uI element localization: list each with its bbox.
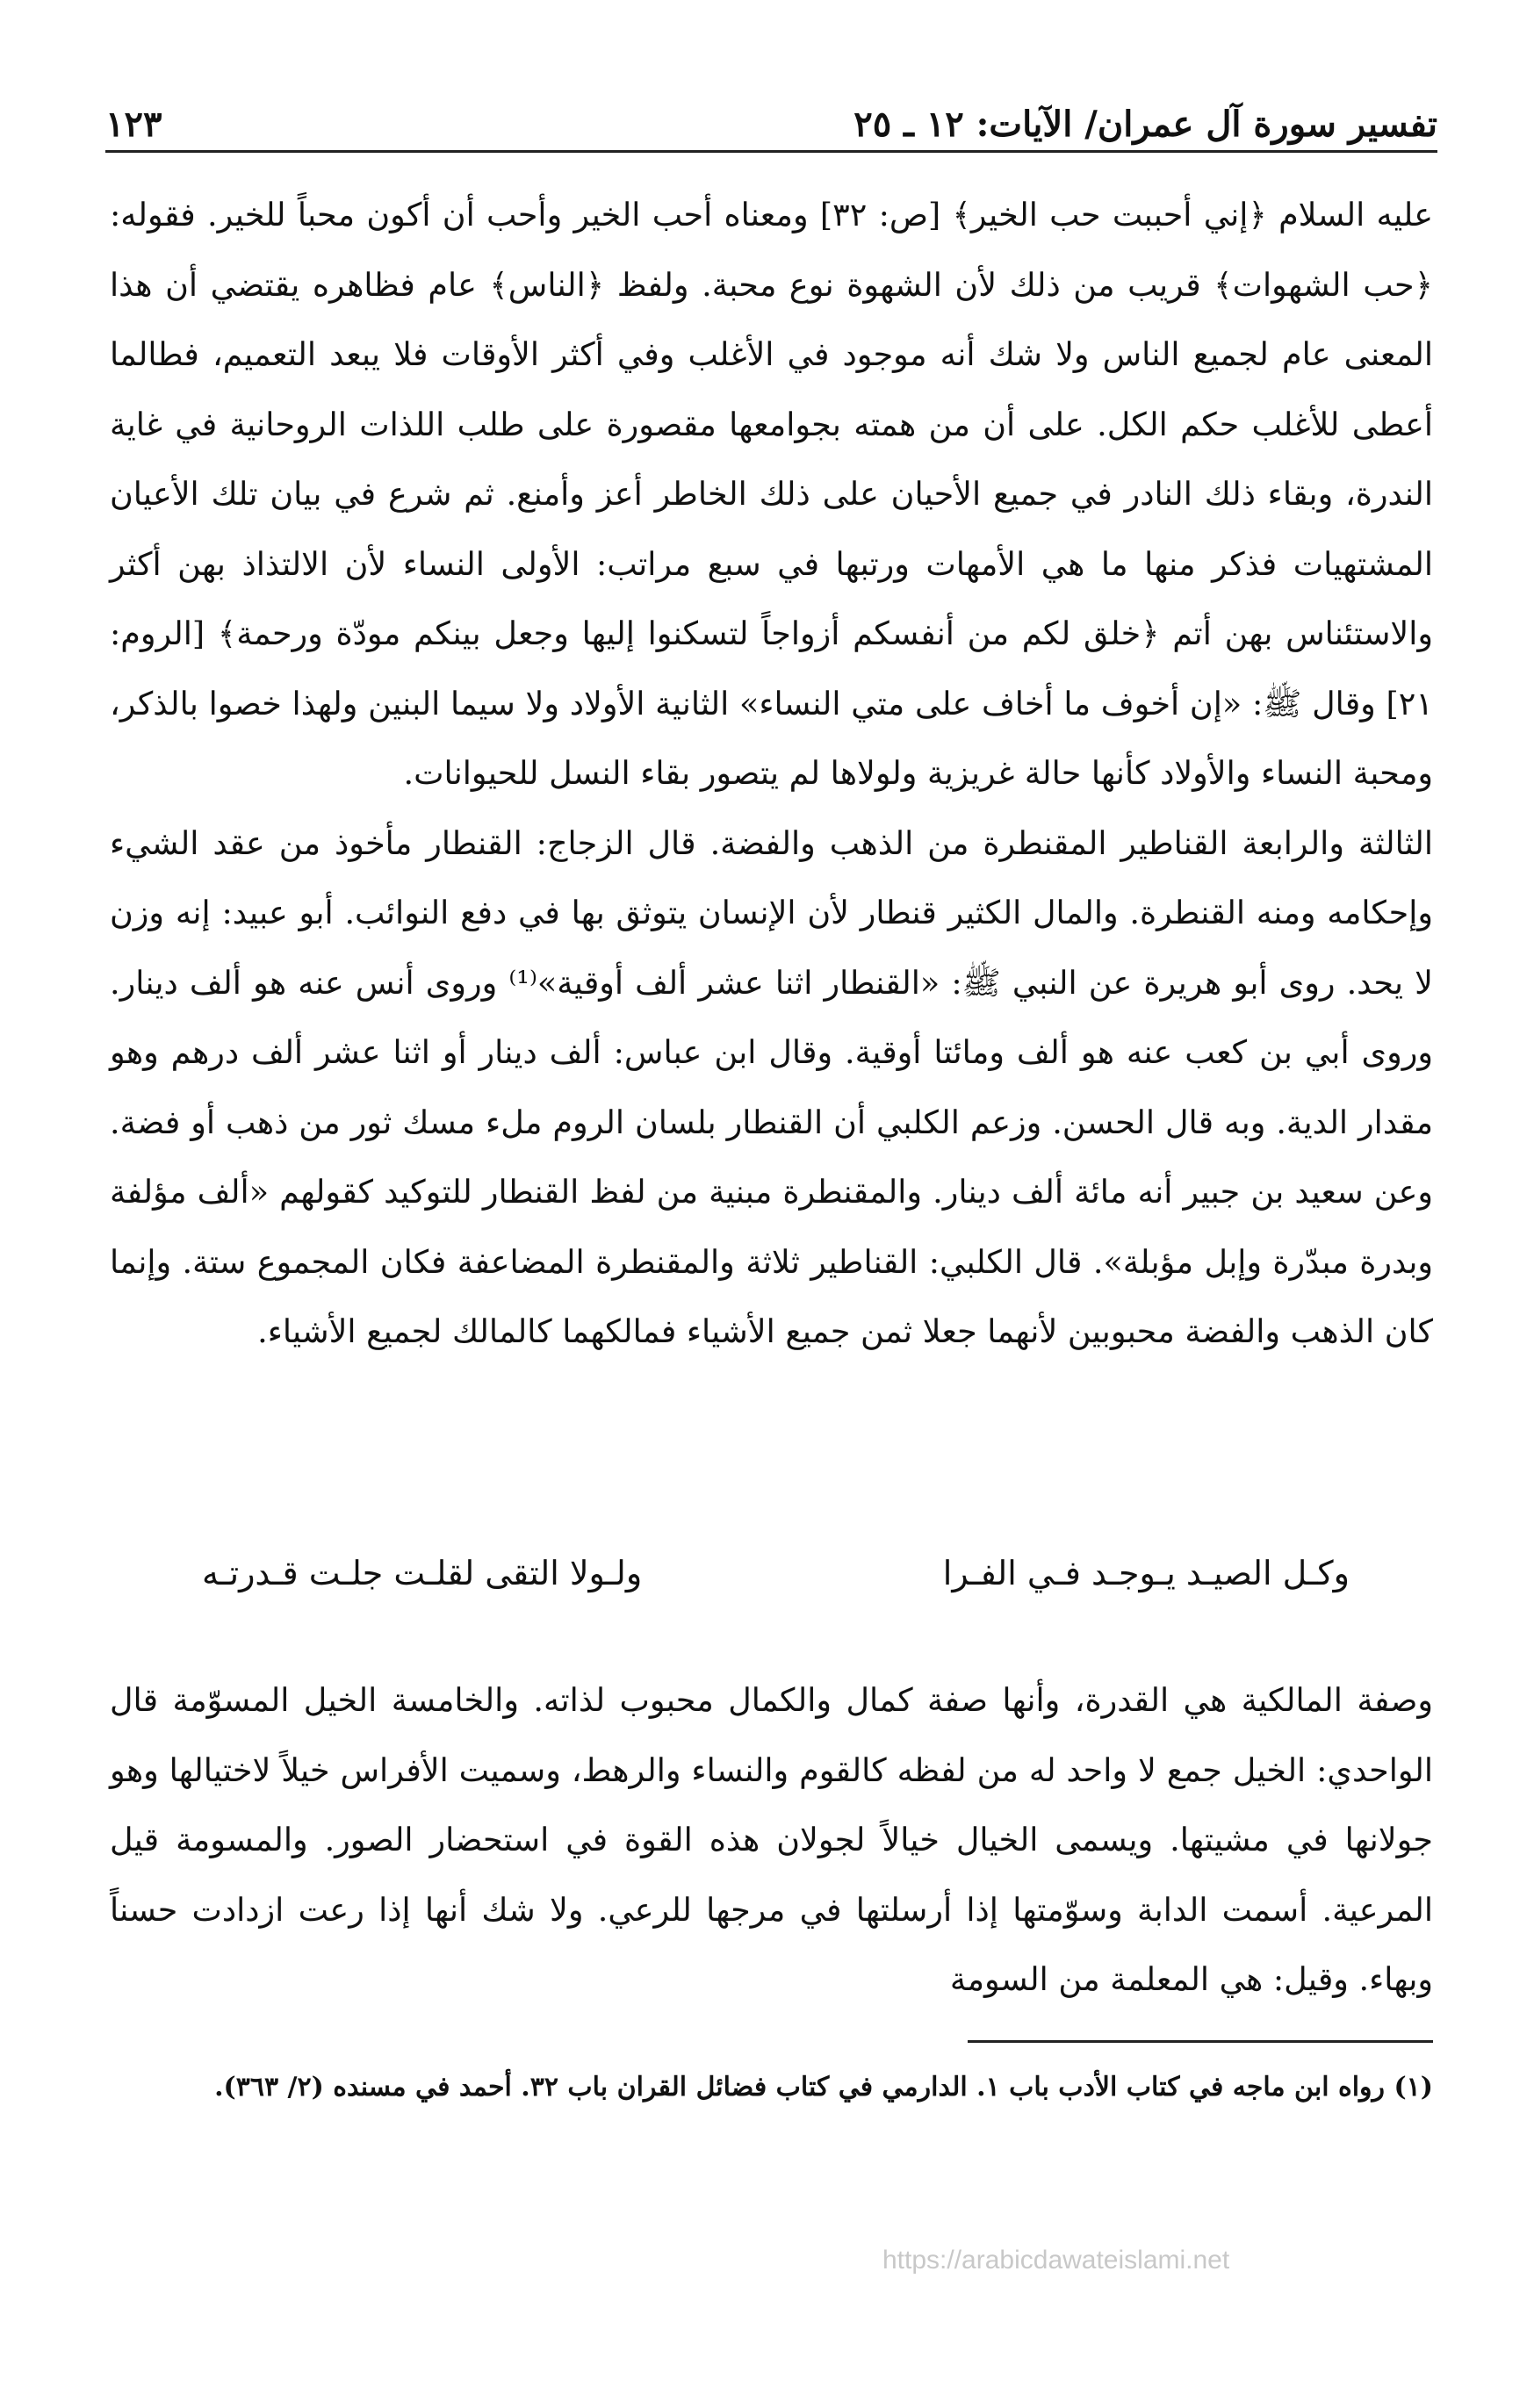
paragraph: الثالثة والرابعة القناطير المقنطرة من الذهب والفضة. قال الزجاج: القنطار مأخوذ من عقد الشيء وإحكامه ومنه القنطرة. والمال الكثير قنطار لأن الإنسان يتوثق بها في دفع النوائب. أبو عبيد: إنه وزن لا يحد. روى أبو هريرة عن النبي ﷺ: «القنطار اثنا عشر ألف أوقية»⁽¹⁾ وروى أنس عنه هو ألف دينار. وروى أبي بن كعب عنه هو ألف ومائتا أوقية. وقال ابن عباس: ألف دينار أو اثنا عشر ألف درهم وهو مقدار الدية. وبه قال الحسن. وزعم الكلبي أن القنطار بلسان الروم ملء مسك ثور من ذهب أو فضة. وعن سعيد بن جبير أنه مائة ألف دينار. والمقنطرة مبنية من لفظ القنطار للتوكيد كقولهم «ألف مؤلفة وبدرة مبدّرة وإبل مؤبلة». قال الكلبي: القناطير ثلاثة والمقنطرة المضاعفة فكان المجموع ستة. وإنما كان الذهب والفضة محبوبين لأنهما جعلا ثمن جميع الأشياء فمالكهما كالمالك لجميع الأشياء. (110, 823, 1433, 1350)
footnote: (١) رواه ابن ماجه في كتاب الأدب باب ١. الدارمي في كتاب فضائل القران باب ٣٢. أحمد في مسنده (٢/ ٣٦٣). (214, 2072, 1433, 2103)
paragraph: وصفة المالكية هي القدرة، وأنها صفة كمال والكمال محبوب لذاته. والخامسة الخيل المسوّمة قال الواحدي: الخيل جمع لا واحد له من لفظه كالقوم والنساء والرهط، وسميت الأفراس خيلاً لاختيالها وهو جولانها في مشيتها. ويسمى الخيال خيالاً لجولان هذه القوة في استحضار الصور. والمسومة قيل المرعية. أسمت الدابة وسوّمتها إذا أرسلتها في مرجها للرعي. ولا شك أنها إذا رعت ازدادت حسناً وبهاء. وقيل: هي المعلمة من السومة (110, 1681, 1433, 1998)
footnote-divider (968, 2040, 1433, 2043)
poem-verse (202, 1554, 1350, 1592)
poem-hemistich-2: ولـولا التقى لقلـت جلـت قـدرتـه (202, 1554, 643, 1592)
main-text (110, 180, 1433, 1367)
poem-hemistich-1: وكـل الصيـد يـوجـد فـي الفـرا (942, 1554, 1350, 1592)
page-header (105, 83, 1437, 153)
paragraph: عليه السلام ﴿إني أحببت حب الخير﴾ [ص: ٣٢] ومعناه أحب الخير وأحب أن أكون محباً للخير. فقوله: ﴿حب الشهوات﴾ قريب من ذلك لأن الشهوة نوع محبة. ولفظ ﴿الناس﴾ عام فظاهره يقتضي أن هذا المعنى عام لجميع الناس ولا شك أنه موجود في الأغلب وفي أكثر الأوقات فلا يبعد التعميم، فطالما أعطى للأغلب حكم الكل. على أن من همته بجوامعها مقصورة على طلب اللذات الروحانية في غاية الندرة، وبقاء ذلك النادر في جميع الأحيان على ذلك الخاطر أعز وأمنع. ثم شرع في بيان تلك الأعيان المشتهيات فذكر منها ما هي الأمهات ورتبها في سبع مراتب: الأولى النساء لأن الالتذاذ بهن أكثر والاستئناس بهن أتم ﴿خلق لكم من أنفسكم أزواجاً لتسكنوا إليها وجعل بينكم مودّة ورحمة﴾ [الروم: ٢١] وقال ﷺ: «إن أخوف ما أخاف على متي النساء» الثانية الأولاد ولا سيما البنين ولهذا خصوا بالذكر، ومحبة النساء والأولاد كأنها حالة غريزية ولولاها لم يتصور بقاء النسل للحيوانات. (110, 196, 1433, 792)
running-title: تفسير سورة آل عمران/ الآيات: ١٢ ـ ٢٥ (853, 104, 1437, 145)
watermark-url: https://arabicdawateislami.net (882, 2246, 1230, 2275)
main-text-continued (110, 1665, 1433, 2015)
page-number: ١٢٣ (105, 104, 162, 145)
